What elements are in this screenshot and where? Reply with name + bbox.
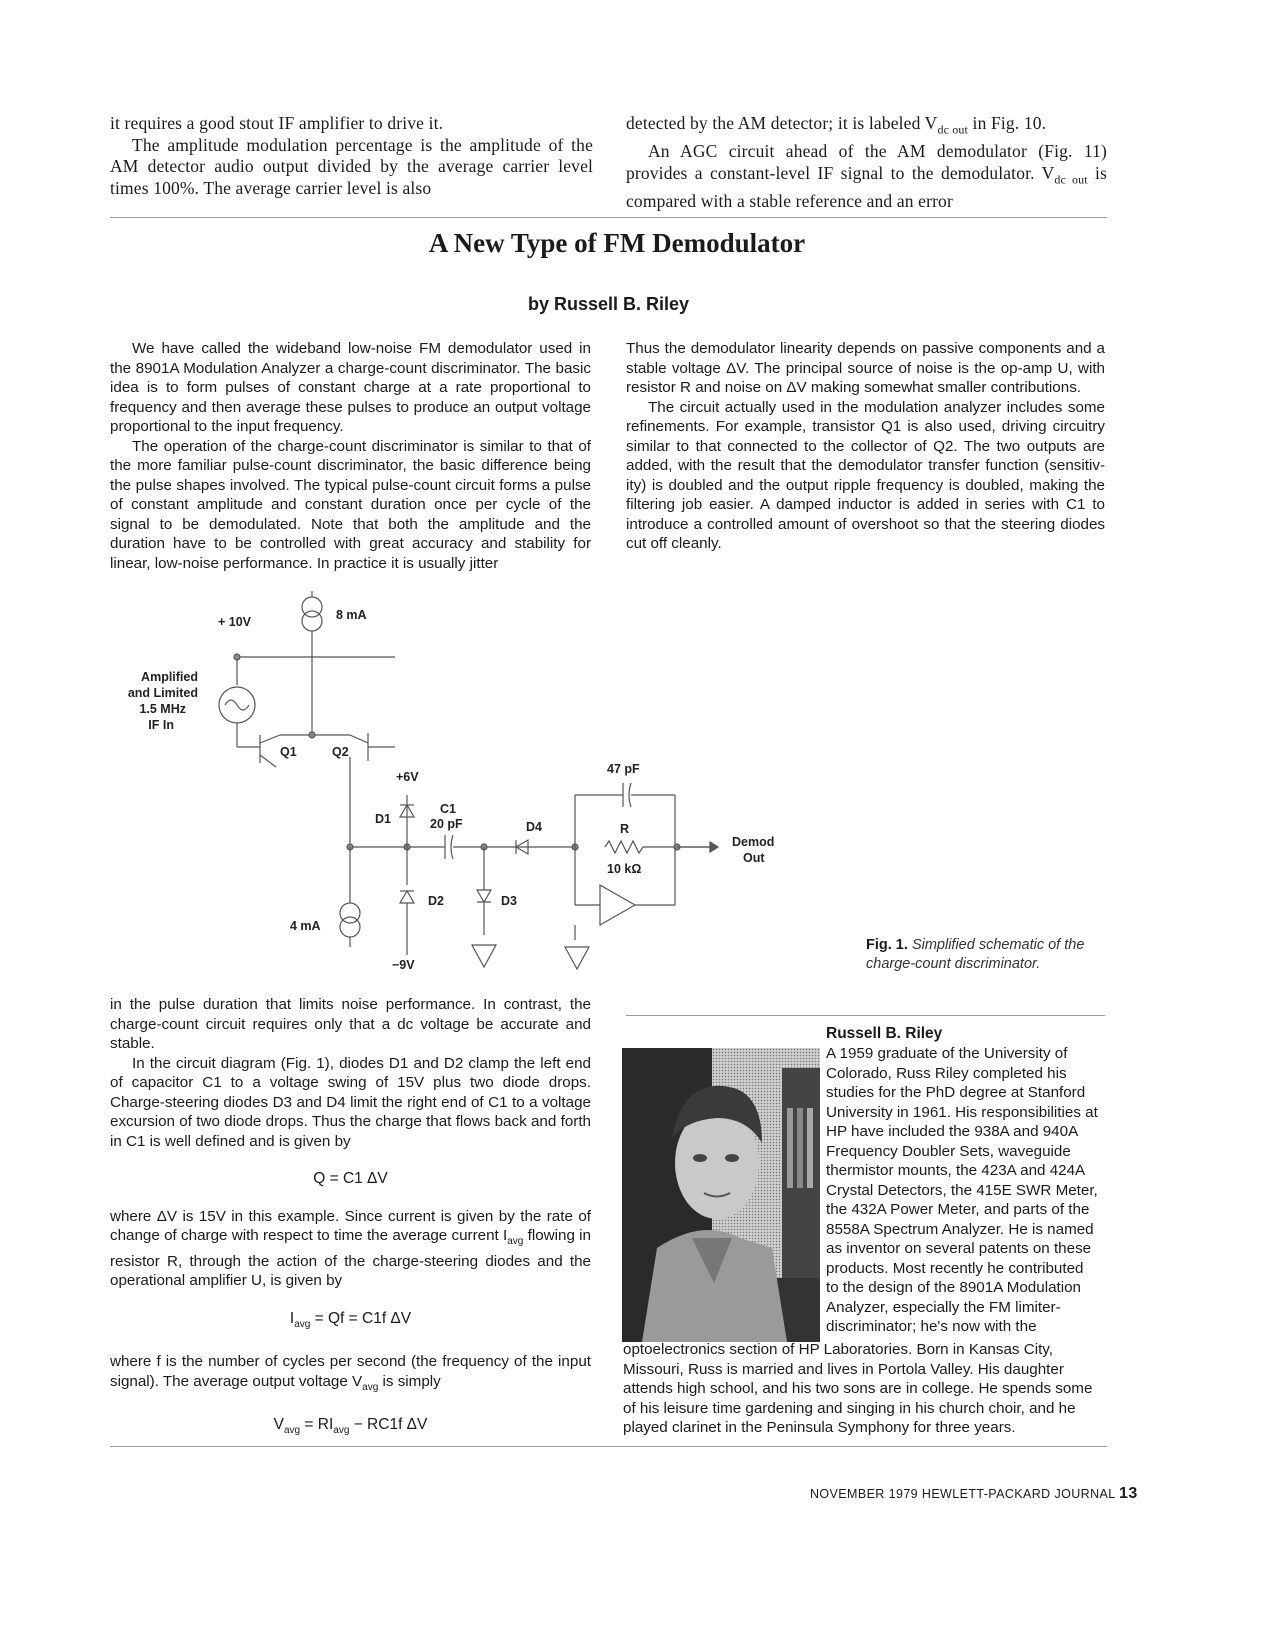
label-d4: D4	[526, 820, 542, 834]
para-lower-4: where f is the number of cycles per second (the frequency of the input signal). The average output voltage $V_{avg}$ is simply	[110, 1353, 591, 1393]
label-input-1: Amplified	[141, 670, 198, 684]
label-demod: Demod	[732, 835, 775, 849]
para-right-2: The circuit actually used in the modulation analyzer includes some refinements. For example, transistor Q1 is also used, driving circuitry similar to that connected to the collector of Q2. The two outputs are added, with the result that the demodulator transfer function (sensitiv-ity) is doubled and the output ripple frequency is doubled, making the filtering job easier. A damped inductor is added in series with C1 to introduce a controlled amount of overshoot so that the steering diodes cut off cleanly.	[626, 398, 1105, 552]
label-plus-6v: +6V	[396, 770, 419, 784]
page-footer	[810, 1485, 1138, 1503]
divider-bio	[626, 1015, 1105, 1016]
top-left-para-1: it requires a good stout IF amplifier to drive it.	[110, 113, 444, 133]
label-q1: Q1	[280, 745, 297, 759]
label-d3: D3	[501, 894, 517, 908]
article-byline: by Russell B. Riley	[528, 294, 690, 314]
footer-page-number: 13	[1119, 1485, 1138, 1502]
article-title: A New Type of FM Demodulator	[428, 228, 806, 258]
label-d2: D2	[428, 894, 444, 908]
label-input-2: and Limited	[127, 686, 198, 700]
equation-voltage: $V_{avg} = RI_{avg} - RC1f$ ΔV	[273, 1416, 428, 1437]
label-c1-value: 20 pF	[430, 817, 463, 831]
label-d1: D1	[375, 812, 391, 826]
para-left-2: The operation of the charge-count discriminator is similar to that of the more familiar pulse-count discriminator, the basic difference being the pulse shapes involved. The typical pulse-count circuit forms a pulse of constant amplitude and constant duration once per cycle of the signal to be demodulated. Note that both the amplitude and the duration have to be controlled with great accuracy and stability for linear, low-noise performance. In practice it is usually jitter	[110, 437, 591, 572]
label-minus-9v: −9V	[392, 958, 415, 972]
label-4ma: 4 mA	[290, 919, 321, 933]
figure-caption-text: Simplified schematic of the charge-count discriminator.	[866, 937, 1085, 972]
article-left-lower	[110, 995, 591, 1459]
footer-journal: NOVEMBER 1979 HEWLETT-PACKARD JOURNAL	[810, 1487, 1116, 1501]
top-right-para-1: detected by the AM detector; it is labeled $V_{dc out}$ in Fig. 10.	[626, 113, 1047, 137]
label-r: R	[620, 822, 630, 836]
para-lower-3: where ΔV is 15V in this example. Since current is given by the rate of change of charge with respect to time the average current $I_{avg}$ flowing in resistor R, through the action of the charge-steering diodes and the operational amplifier U, is given by	[110, 1207, 592, 1290]
label-plus-10v: + 10V	[218, 615, 252, 629]
bio-text: A 1959 graduate of the University of Colorado, Russ Riley completed his studies for the PhD degree at Stanford University in 1961. His responsibilities at HP have included the 938A and 940A Frequency Doubler Sets, waveguide thermistor mounts, the 423A and 424A Crystal Detectors, the 415E SWR Meter, the 432A Power Meter, and parts of the 8558A Spectrum Analyzer. He is named as inventor on several patents on these products. Most recently he contributed to the design of the 8901A Modulation Analyzer, especially the FM limiter-discriminator; he's now with the	[826, 1045, 1098, 1335]
figure-caption-label: Fig. 1.	[866, 937, 908, 953]
top-right-column	[626, 113, 1107, 212]
divider-bottom	[110, 1446, 1107, 1447]
article-left-upper	[110, 339, 591, 573]
equation-charge: Q = C1 ΔV	[313, 1170, 388, 1187]
top-left-para-2: The amplitude modulation percentage is the amplitude of the AM detector audio output divided by the average carrier level times 100%. The average carrier level is also	[110, 134, 593, 198]
label-47pf: 47 pF	[607, 762, 640, 776]
label-q2: Q2	[332, 745, 349, 759]
label-out: Out	[743, 851, 765, 865]
top-right-para-2: An AGC circuit ahead of the AM demodulator (Fig. 11) provides a constant-level IF signal to the demodulator. $V_{dc out}$ is compared with a stable reference and an error	[626, 141, 1107, 211]
para-lower-1: in the pulse duration that limits noise performance. In contrast, the charge-count circuit requires only that a dc voltage be accurate and stable.	[110, 996, 591, 1052]
schematic-figure	[110, 585, 810, 985]
figure-caption	[866, 936, 1111, 974]
equation-current: $I_{avg} = Qf = C1f$ ΔV	[289, 1309, 412, 1330]
para-lower-2: In the circuit diagram (Fig. 1), diodes D1 and D2 clamp the left end of capacitor C1 to a voltage swing of 15V plus two diode drops. Charge-steering diodes D3 and D4 limit the right end of C1 to a voltage excursion of two diode drops. Thus the charge that flows back and forth in C1 is well defined and is given by	[110, 1054, 591, 1150]
bio-name: Russell B. Riley	[826, 1025, 943, 1042]
divider-top	[110, 217, 1107, 218]
para-left-1: We have called the wideband low-noise FM demodulator used in the 8901A Modulation Analyzer a charge-count discriminator. The basic idea is to form pulses of constant charge at a rate proportional to frequency and then average these pulses to produce an output voltage proportional to the input frequency.	[110, 340, 591, 435]
author-photo	[622, 1048, 820, 1342]
top-left-column	[110, 113, 593, 199]
label-10k: 10 kΩ	[607, 862, 642, 876]
label-input-4: IF In	[148, 718, 174, 732]
para-right-1: Thus the demodulator linearity depends on passive components and a stable voltage ΔV. The principal source of noise is the op-amp U, with resistor R and noise on ΔV making somewhat smaller contributions.	[626, 340, 1105, 396]
label-8ma: 8 mA	[336, 608, 367, 622]
label-c1: C1	[440, 802, 456, 816]
bio-text-wide: optoelectronics section of HP Laboratories. Born in Kansas City, Missouri, Russ is married and lives in Portola Valley. His daughter attends high school, and his two sons are in college. He spends some of his leisure time gardening and singing in his church choir, and he played clarinet in the Peninsula Symphony for three years.	[623, 1341, 1093, 1436]
label-input-3: 1.5 MHz	[139, 702, 186, 716]
article-right-upper	[626, 339, 1105, 554]
